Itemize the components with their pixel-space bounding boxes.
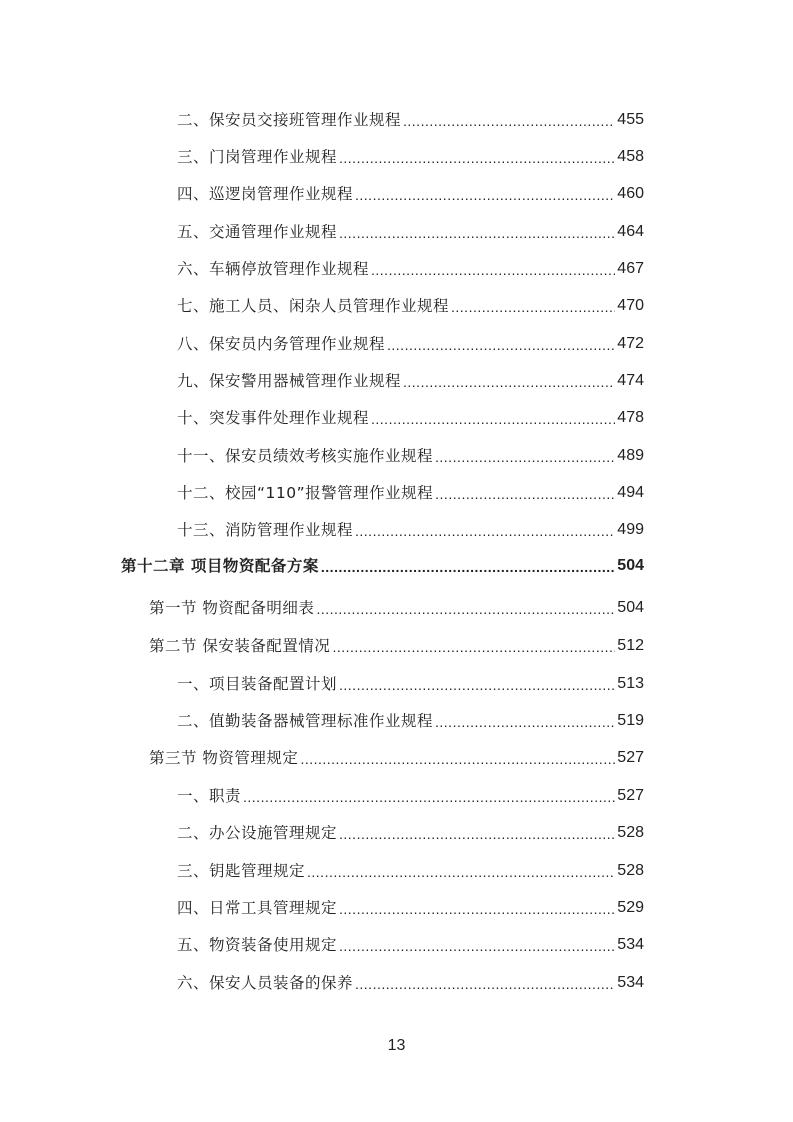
toc-chapter-entry[interactable] <box>121 555 644 577</box>
toc-entry[interactable] <box>177 146 644 168</box>
toc-entry[interactable] <box>177 482 644 504</box>
toc-entry-page: 504 <box>617 599 644 616</box>
toc-entry-title: 第二节 保安装备配置情况 <box>149 637 331 655</box>
toc-entry[interactable] <box>177 860 644 882</box>
toc-entry-page: 489 <box>617 447 644 464</box>
toc-entry-title: 三、钥匙管理规定 <box>177 862 306 880</box>
toc-entry-title: 一、项目装备配置计划 <box>177 675 338 693</box>
toc-entry[interactable] <box>177 109 644 131</box>
toc-entry[interactable] <box>177 934 644 956</box>
toc-entry-page: 474 <box>617 372 644 389</box>
toc-entry-page: 472 <box>617 335 644 352</box>
toc-entry-page: 464 <box>617 223 644 240</box>
toc-entry[interactable] <box>177 897 644 919</box>
dot-leader <box>355 974 615 994</box>
toc-entry[interactable] <box>177 221 644 243</box>
toc-entry-title: 九、保安警用器械管理作业规程 <box>177 372 402 390</box>
toc-entry-page: 527 <box>617 787 644 804</box>
toc-entry-page: 527 <box>617 749 644 766</box>
toc-entry-title: 十三、消防管理作业规程 <box>177 521 354 539</box>
toc-entry[interactable] <box>177 710 644 732</box>
toc-entry[interactable] <box>177 822 644 844</box>
toc-entry-page: 512 <box>617 637 644 654</box>
dot-leader <box>435 447 615 467</box>
toc-entry-title: 第十二章 项目物资配备方案 <box>121 557 319 575</box>
page-number: 13 <box>387 1037 406 1054</box>
toc-entry-page: 460 <box>617 185 644 202</box>
dot-leader <box>243 787 615 807</box>
dot-leader <box>355 185 615 205</box>
toc-entry-page: 499 <box>617 521 644 538</box>
dot-leader <box>316 599 615 619</box>
toc-entry-title: 六、保安人员装备的保养 <box>177 974 354 992</box>
toc-entry-title: 四、巡逻岗管理作业规程 <box>177 185 354 203</box>
toc-entry-page: 470 <box>617 297 644 314</box>
toc-entry[interactable] <box>177 333 644 355</box>
toc-entry-page: 534 <box>617 936 644 953</box>
toc-entry-page: 519 <box>617 712 644 729</box>
toc-entry-title: 三、门岗管理作业规程 <box>177 148 338 166</box>
toc-entry-page: 529 <box>617 899 644 916</box>
dot-leader <box>339 148 615 168</box>
dot-leader <box>339 675 615 695</box>
dot-leader <box>371 260 615 280</box>
toc-entry-title: 四、日常工具管理规定 <box>177 899 338 917</box>
toc-entry-title: 五、物资装备使用规定 <box>177 936 338 954</box>
dot-leader <box>339 223 615 243</box>
dot-leader <box>387 335 615 355</box>
toc-entry-title: 六、车辆停放管理作业规程 <box>177 260 370 278</box>
toc-entry[interactable] <box>177 785 644 807</box>
toc-entry[interactable] <box>177 258 644 280</box>
toc-entry[interactable] <box>177 972 644 994</box>
toc-entry-title: 七、施工人员、闲杂人员管理作业规程 <box>177 297 450 315</box>
toc-entry[interactable] <box>177 370 644 392</box>
toc-entry-title: 十一、保安员绩效考核实施作业规程 <box>177 447 434 465</box>
dot-leader <box>339 936 615 956</box>
toc-entry[interactable] <box>177 407 644 429</box>
toc-entry-page: 528 <box>617 824 644 841</box>
dot-leader <box>451 297 615 317</box>
dot-leader <box>339 824 615 844</box>
toc-entry-title: 二、保安员交接班管理作业规程 <box>177 111 402 129</box>
toc-entry[interactable] <box>177 183 644 205</box>
toc-entry[interactable] <box>177 519 644 541</box>
toc-entry-page: 494 <box>617 484 644 501</box>
toc-entry-title: 十、突发事件处理作业规程 <box>177 409 370 427</box>
toc-entry[interactable] <box>177 295 644 317</box>
toc-entry-page: 467 <box>617 260 644 277</box>
toc-entry-page: 534 <box>617 974 644 991</box>
toc-entry-title: 二、值勤装备器械管理标准作业规程 <box>177 712 434 730</box>
toc-entry-title: 二、办公设施管理规定 <box>177 824 338 842</box>
toc-section-entry[interactable] <box>149 635 644 657</box>
dot-leader <box>332 637 615 657</box>
toc-section-entry[interactable] <box>149 597 644 619</box>
toc-entry-title: 八、保安员内务管理作业规程 <box>177 335 386 353</box>
toc-entry-page: 478 <box>617 409 644 426</box>
toc-entry-title: 第三节 物资管理规定 <box>149 749 299 767</box>
dot-leader <box>371 409 615 429</box>
toc-entry[interactable] <box>177 673 644 695</box>
toc-entry-page: 528 <box>617 862 644 879</box>
toc-entry-page: 458 <box>617 148 644 165</box>
dot-leader <box>403 372 615 392</box>
toc-entry-page: 513 <box>617 675 644 692</box>
toc-entry-title: 五、交通管理作业规程 <box>177 223 338 241</box>
toc-entry-title: 十二、校园“110”报警管理作业规程 <box>177 484 434 502</box>
dot-leader <box>355 521 615 541</box>
toc-entry-page: 455 <box>617 111 644 128</box>
dot-leader <box>435 484 615 504</box>
toc-entry-title: 第一节 物资配备明细表 <box>149 599 315 617</box>
dot-leader <box>403 111 615 131</box>
toc-entry[interactable] <box>177 445 644 467</box>
dot-leader <box>321 557 615 577</box>
dot-leader <box>435 712 615 732</box>
toc-entry-page: 504 <box>617 557 644 574</box>
dot-leader <box>300 749 615 769</box>
dot-leader <box>339 899 615 919</box>
toc-entry-title: 一、职责 <box>177 787 242 805</box>
dot-leader <box>307 862 615 882</box>
toc-section-entry[interactable] <box>149 747 644 769</box>
